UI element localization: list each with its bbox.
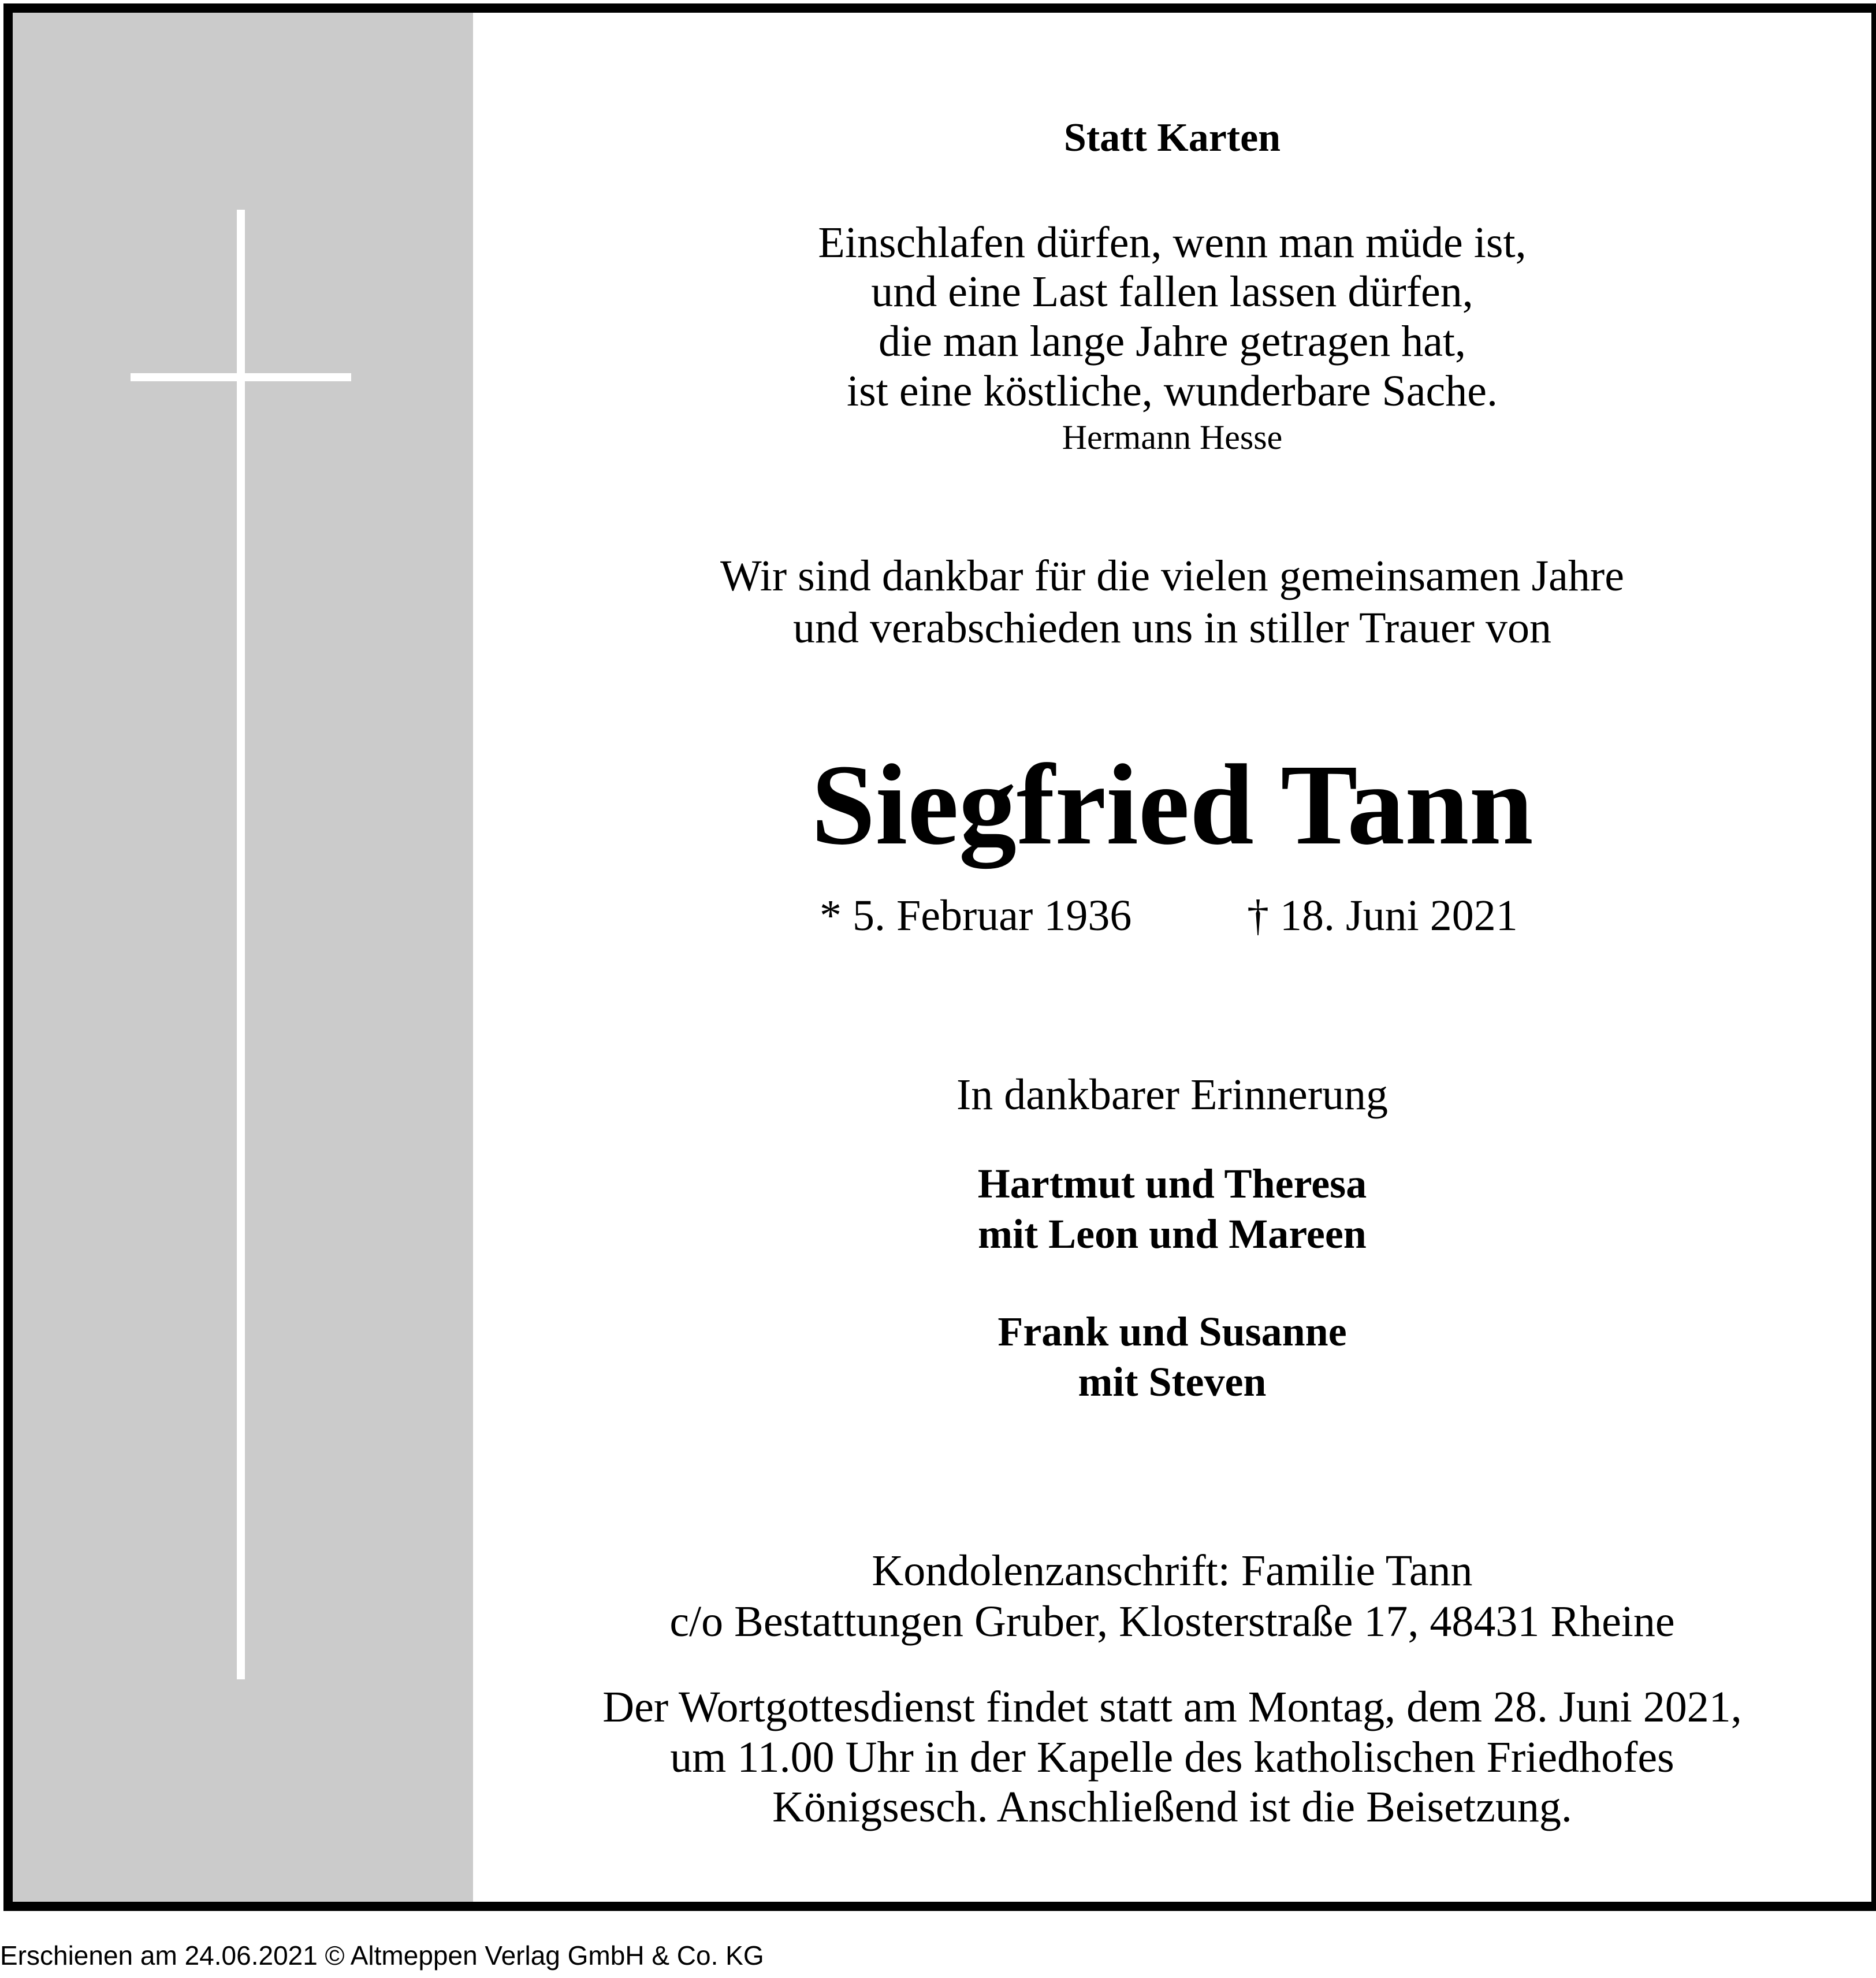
mourner-line: Hartmut und Theresa <box>977 1161 1367 1207</box>
condolence-address: c/o Bestattungen Gruber, Klosterstraße 17, 48431 Rheine <box>669 1597 1675 1646</box>
poem-line: Einschlafen dürfen, wenn man müde ist, <box>818 218 1527 267</box>
birth-date: * 5. Februar 1936 <box>820 891 1132 940</box>
publication-footer: Erschienen am 24.06.2021 © Altmeppen Verlag GmbH & Co. KG <box>0 1940 764 1970</box>
service-line: um 11.00 Uhr in der Kapelle des katholischen Friedhofes <box>670 1733 1674 1782</box>
death-date: † 18. Juni 2021 <box>1247 891 1518 940</box>
poem-line: und eine Last fallen lassen dürfen, <box>871 267 1473 316</box>
service-line: Königsesch. Anschließend ist die Beisetzung. <box>772 1783 1572 1831</box>
intro-line: und verabschieden uns in stiller Trauer von <box>793 604 1551 652</box>
obituary-notice <box>3 3 1876 1911</box>
poem-author: Hermann Hesse <box>1062 418 1283 456</box>
cross-horizontal-bar <box>131 373 351 381</box>
deceased-name: Siegfried Tann <box>811 741 1533 869</box>
remembrance-line: In dankbarer Erinnerung <box>956 1070 1388 1119</box>
notice-header: Statt Karten <box>1063 116 1281 160</box>
poem-line: ist eine köstliche, wunderbare Sache. <box>847 367 1498 415</box>
side-panel <box>13 13 473 1902</box>
mourner-line: mit Leon und Mareen <box>978 1211 1367 1257</box>
poem-line: die man lange Jahre getragen hat, <box>878 317 1466 366</box>
intro-line: Wir sind dankbar für die vielen gemeinsamen Jahre <box>720 552 1624 600</box>
condolence-line: Kondolenzanschrift: Familie Tann <box>872 1546 1473 1595</box>
mourner-line: Frank und Susanne <box>997 1308 1347 1355</box>
cross-vertical-bar <box>237 210 245 1679</box>
notice-content <box>473 13 1871 1902</box>
service-line: Der Wortgottesdienst findet statt am Montag, dem 28. Juni 2021, <box>602 1683 1742 1731</box>
mourner-line: mit Steven <box>1078 1359 1267 1405</box>
